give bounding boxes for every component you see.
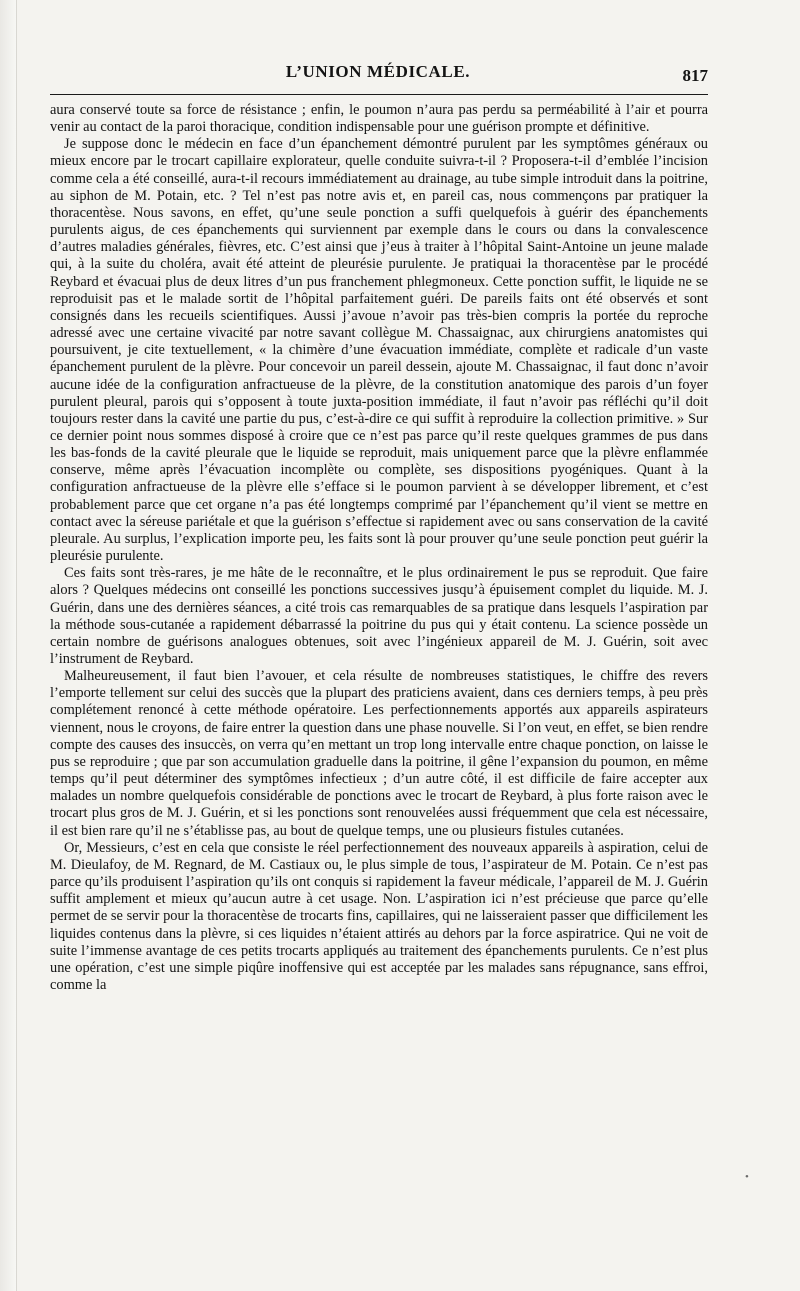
running-title: L’UNION MÉDICALE. [285, 62, 471, 81]
page-edge [0, 0, 16, 1291]
paragraph-3: Ces faits sont très-rares, je me hâte de le reconnaître, et le plus ordinairement le pus se reproduit. Que faire alors ? Quelques médecins ont conseillé les ponctions successives jusqu’à épuisement complet du liquide. M. J. Guérin, dans une des dernières séances, a cité trois cas remarquables de sa pratique dans lesquels l’aspiration par la méthode sous-cutanée a rapidement débarrassé la poitrine du pus qui y était contenu. La science possède un certain nombre de guérisons analogues obtenues, soit avec l’ingénieux appareil de M. J. Guérin, soit avec l’instrument de Reybard. [50, 565, 708, 667]
page-number: 817 [682, 66, 708, 85]
paragraph-5: Or, Messieurs, c’est en cela que consiste le réel perfectionnement des nouveaux appareils à aspiration, celui de M. Dieulafoy, de M. Regnard, de M. Castiaux ou, le plus simple de tous, l’aspirateur de M. Potain. Ce n’est pas parce qu’ils produisent l’aspiration qu’ils ont conquis si rapidement la faveur médicale, l’appareil de M. J. Guérin suffit amplement et mieux qu’aucun autre à cet usage. Non. L’aspiration ici n’est précieuse que parce qu’elle permet de se servir pour la thoracentèse de trocarts fins, capillaires, qui ne laisseraient passer que difficilement les liquides contenus dans la plèvre, si ces liquides n’étaient attirés au dehors par la force aspiratrice. Qui ne voit de suite l’immense avantage de ces petits trocarts appliqués au traitement des épanchements purulents. Ce n’est plus une opération, c’est une simple piqûre inoffensive qui est acceptée par les malades sans répugnance, sans effroi, comme la [50, 839, 708, 993]
page-header [48, 56, 708, 90]
header-rule [50, 94, 708, 95]
margin-dot: • [745, 1171, 749, 1183]
paragraph-1: aura conservé toute sa force de résistance ; enfin, le poumon n’aura pas perdu sa perméabilité à l’air et pourra venir au contact de la paroi thoracique, condition indispensable pour une guérison prompte et définitive. [50, 102, 708, 136]
paragraph-4: Malheureusement, il faut bien l’avouer, et cela résulte de nombreuses statistiques, le chiffre des revers l’emporte tellement sur celui des succès que la plupart des praticiens avaient, dans ces derniers temps, à peu près complétement renoncé à cette méthode opératoire. Les perfectionnements apportés aux appareils aspirateurs viennent, nous le croyons, de faire entrer la question dans une phase nouvelle. Si l’on veut, en effet, se bien rendre compte des causes des insuccès, on verra qu’en mettant un trop long intervalle entre chaque ponction, on laisse le pus se reproduire ; que par son accumulation graduelle dans la poitrine, il gêne l’expansion du poumon, en même temps qu’il peut déterminer des symptômes infectieux ; d’un autre côté, il est difficile de faire accepter aux malades un nombre quelquefois considérable de ponctions avec le trocart de Reybard, à plus forte raison avec le trocart plus gros de M. J. Guérin, et si les ponctions sont renouvelées aussi fréquemment que cela est nécessaire, il est bien rare qu’il ne s’établisse pas, au bout de quelque temps, une ou plusieurs fistules cutanées. [50, 668, 708, 839]
paragraph-2: Je suppose donc le médecin en face d’un épanchement démontré purulent par les symptômes généraux ou mieux encore par le trocart capillaire explorateur, quelle conduite suivra-t-il ? Proposera-t-il d’emblée l’incision comme cela a été conseillé, aura-t-il recours immédiatement au drainage, au tube simple introduit dans la poitrine, au siphon de M. Potain, etc. ? Tel n’est pas notre avis et, en pareil cas, nous commençons par pratiquer la thoracentèse. Nous savons, en effet, qu’une seule ponction a suffi quelquefois à guérir des épanchements purulents aigus, de ces épanchements qui surviennent par exemple dans le cours ou dans la convalescence d’autres maladies générales, fièvres, etc. C’est ainsi que j’eus à traiter à l’hôpital Saint-Antoine un jeune malade qui, à la suite du choléra, avait été atteint de pleurésie purulente. Je pratiquai la thoracentèse par le procédé Reybard et évacuai plus de deux litres d’un pus franchement phlegmoneux. Cette ponction suffit, le liquide ne se reproduisit pas et le malade sortit de l’hôpital parfaitement guéri. De pareils faits ont été observés et sont consignés dans les recueils scientifiques. Aussi j’avoue n’avoir pas très-bien compris la portée du reproche adressé avec une certaine vivacité par notre savant collègue M. Chassaignac, aux chirurgiens anatomistes qui poursuivent, je cite textuellement, « la chimère d’une évacuation immédiate, complète et radicale d’un vaste épanchement purulent de la plèvre. Pour concevoir un pareil dessein, ajoute M. Chassaignac, il faut donc n’avoir aucune idée de la configuration anfractueuse de la plèvre, de la constitution anatomique des parois d’un foyer purulent pleural, parois qui s’opposent à toute juxta-position immédiate, il faut n’avoir pas réfléchi qu’il doit toujours rester dans la cavité une partie du pus, c’est-à-dire ce qui suffit à reproduire la collection primitive. » Sur ce dernier point nous sommes disposé à croire que ce n’est pas parce qu’il reste quelques grammes de pus dans les bas-fonds de la cavité pleurale que le liquide se reproduit, mais uniquement parce que la plèvre enflammée conserve, même après l’évacuation incomplète ou complète, ses dispositions pyogéniques. Quant à la configuration anfractueuse de la plèvre elle s’efface si le poumon parvient à se développer librement, et c’est probablement parce que cet organe n’a pas été longtemps comprimé par l’épanchement qu’il vient se mettre en contact avec la séreuse pariétale et que la guérison s’effectue si rapidement avec ou sans conservation de la cavité pleurale. Au surplus, l’explication importe peu, les faits sont là pour prouver qu’une seule ponction peut guérir la pleurésie purulente. [50, 136, 708, 565]
body-text [50, 102, 708, 994]
